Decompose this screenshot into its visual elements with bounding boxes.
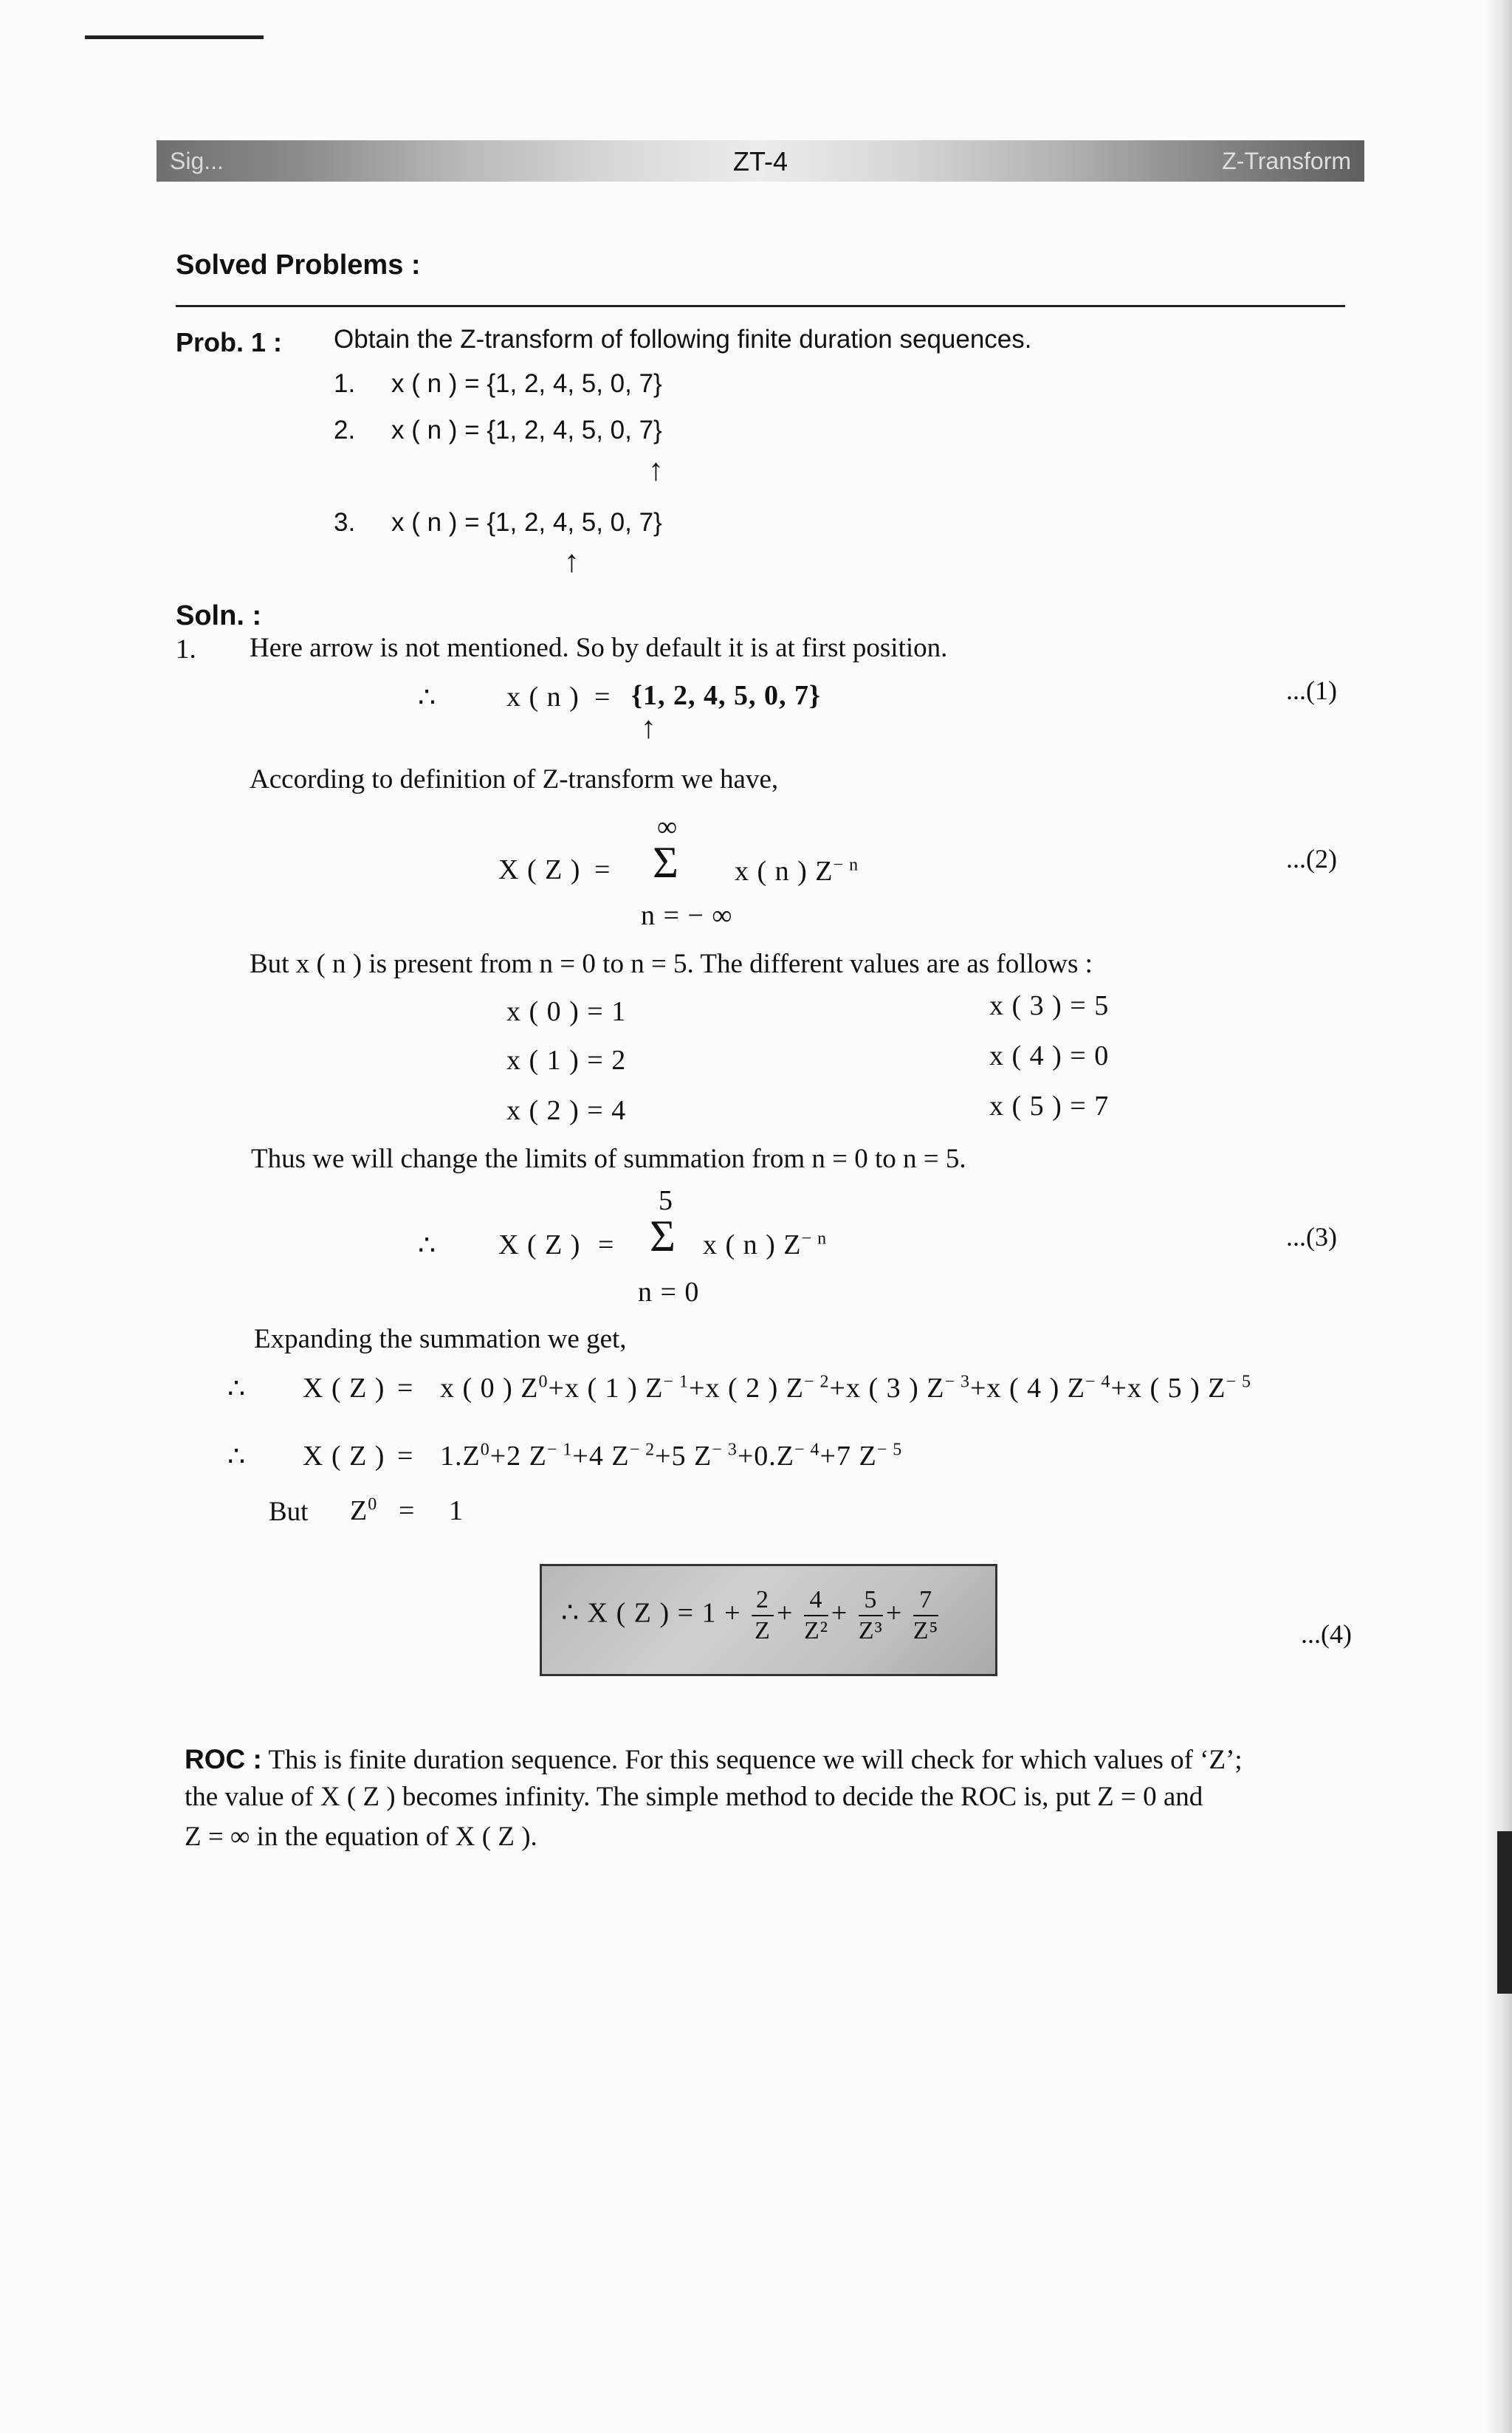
section-title: Solved Problems : — [176, 250, 421, 281]
eq1-lhs: x ( n ) — [506, 682, 580, 713]
value-x3: x ( 3 ) = 5 — [989, 990, 1110, 1021]
present-text: But x ( n ) is present from n = 0 to n = 5. The different values are as follows : — [250, 949, 1093, 979]
expand2-rhs: $1.Z^0+2$ $Z^{- 1}+4$ $Z^{- 2}+5$ $Z^{- 3}+0.Z^{- 4}+7$ $Z^{- 5}$ — [440, 1440, 903, 1472]
roc-text-1: This is finite duration sequence. For this sequence we will check for which values of ‘Z’; — [268, 1745, 1243, 1775]
equation-number-4: ...(4) — [1301, 1619, 1352, 1649]
solution-intro: Here arrow is not mentioned. So by default it is at first position. — [250, 633, 948, 663]
fraction-4-over-z2: $\frac{4}{\text{Z²}}$ — [803, 1586, 828, 1644]
page-header-band — [157, 140, 1364, 182]
equation-number-1: ...(1) — [1286, 676, 1337, 705]
result-box: ∴ X ( Z ) = 1 + $\frac{2}{Z}$ + $\frac{4}{\text{Z²}}$ + $\frac{5}{\text{Z³}}$ + $\frac{7}{\text{Z⁵}}$ — [540, 1564, 997, 1676]
item-number: 1. — [334, 369, 356, 398]
value-x0: x ( 0 ) = 1 — [506, 996, 627, 1027]
sum-upper-limit: 5 — [659, 1185, 673, 1216]
fraction-2-over-z: $\frac{2}{Z}$ — [752, 1585, 774, 1646]
z0-value: 1 — [449, 1495, 464, 1526]
roc-label: ROC : — [185, 1744, 262, 1774]
fraction-7-over-z5: $\frac{7}{\text{Z⁵}}$ — [913, 1586, 939, 1644]
eq1-sequence: {1, 2, 4, 5, 0, 7} — [631, 680, 821, 711]
page-binding-edge — [1497, 1831, 1512, 1994]
sum-lower-limit: n = 0 — [638, 1277, 700, 1308]
z0-term: $Z^0$ — [350, 1495, 378, 1526]
value-x4: x ( 4 ) = 0 — [989, 1040, 1110, 1071]
solution-part-number: 1. — [176, 634, 196, 665]
but-label: But — [269, 1497, 309, 1527]
solution-label: Soln. : — [176, 600, 262, 631]
expand2-equals: = — [397, 1441, 414, 1472]
eq2-equals: = — [594, 854, 611, 885]
equation-number-3: ...(3) — [1286, 1222, 1337, 1252]
therefore-symbol: ∴ — [227, 1373, 247, 1404]
expand1-lhs: X ( Z ) — [303, 1373, 385, 1404]
expand2-lhs: X ( Z ) — [303, 1441, 385, 1472]
therefore-symbol: ∴ — [227, 1441, 247, 1472]
item-number: 3. — [334, 508, 356, 537]
eq3-equals: = — [598, 1229, 615, 1260]
problem-label: Prob. 1 : — [176, 327, 283, 357]
roc-line-1 — [185, 1744, 1243, 1776]
section-divider — [176, 305, 1345, 307]
value-x5: x ( 5 ) = 7 — [989, 1091, 1110, 1122]
roc-line-3: Z = ∞ in the equation of X ( Z ). — [185, 1822, 537, 1852]
sum-upper-limit: ∞ — [657, 811, 678, 843]
page-code: ZT-4 — [732, 146, 788, 176]
limits-text: Thus we will change the limits of summation from n = 0 to n = 5. — [251, 1144, 966, 1174]
fraction-5-over-z3: $\frac{5}{\text{Z³}}$ — [858, 1586, 883, 1644]
sequence-2: x ( n ) = {1, 2, 4, 5, 0, 7} — [391, 416, 662, 445]
sigma-symbol: Σ — [653, 838, 678, 887]
value-x2: x ( 2 ) = 4 — [506, 1095, 627, 1126]
eq1-equals: = — [594, 682, 611, 713]
roc-line-2: the value of X ( Z ) becomes infinity. The simple method to decide the ROC is, put Z = 0 and — [185, 1782, 1203, 1812]
definition-text: According to definition of Z-transform we have, — [250, 764, 779, 795]
equation-number-2: ...(2) — [1286, 844, 1337, 874]
expand1-equals: = — [397, 1373, 414, 1404]
top-rule — [85, 35, 264, 39]
z0-equals: = — [399, 1495, 416, 1526]
eq2-lhs: X ( Z ) — [498, 854, 581, 885]
therefore-symbol: ∴ — [418, 682, 437, 713]
up-arrow-icon: ↑ — [648, 452, 664, 487]
eq3-term: x ( n ) $Z^{- n}$ — [703, 1229, 828, 1260]
up-arrow-icon: ↑ — [641, 711, 656, 745]
item-number: 2. — [334, 416, 356, 445]
result-lhs: ∴ X ( Z ) = 1 + — [561, 1597, 741, 1629]
value-x1: x ( 1 ) = 2 — [506, 1045, 627, 1076]
sequence-3: x ( n ) = {1, 2, 4, 5, 0, 7} — [391, 508, 662, 537]
sum-lower-limit: n = − ∞ — [641, 900, 733, 931]
therefore-symbol: ∴ — [418, 1230, 437, 1261]
eq3-lhs: X ( Z ) — [498, 1229, 581, 1260]
problem-statement: Obtain the Z-transform of following finite duration sequences. — [334, 325, 1032, 354]
sequence-1: x ( n ) = {1, 2, 4, 5, 0, 7} — [391, 369, 662, 398]
header-left-text: Sig... — [170, 148, 224, 174]
sigma-symbol: Σ — [650, 1212, 676, 1260]
expand-text: Expanding the summation we get, — [254, 1324, 627, 1354]
expand1-rhs: x ( 0 ) $Z^0+x$ ( 1 ) $Z^{- 1}+x$ ( 2 ) $Z^{- 2}+x$ ( 3 ) $Z^{- 3}+x$ ( 4 ) $Z^{- 4}+x$ ( 5 ) $Z^{- 5}$ — [440, 1372, 1252, 1404]
up-arrow-icon: ↑ — [564, 543, 580, 578]
header-right-text: Z-Transform — [1222, 148, 1351, 174]
page-binding-shadow — [1484, 0, 1512, 2433]
eq2-term: x ( n ) $Z^{- n}$ — [735, 855, 859, 887]
